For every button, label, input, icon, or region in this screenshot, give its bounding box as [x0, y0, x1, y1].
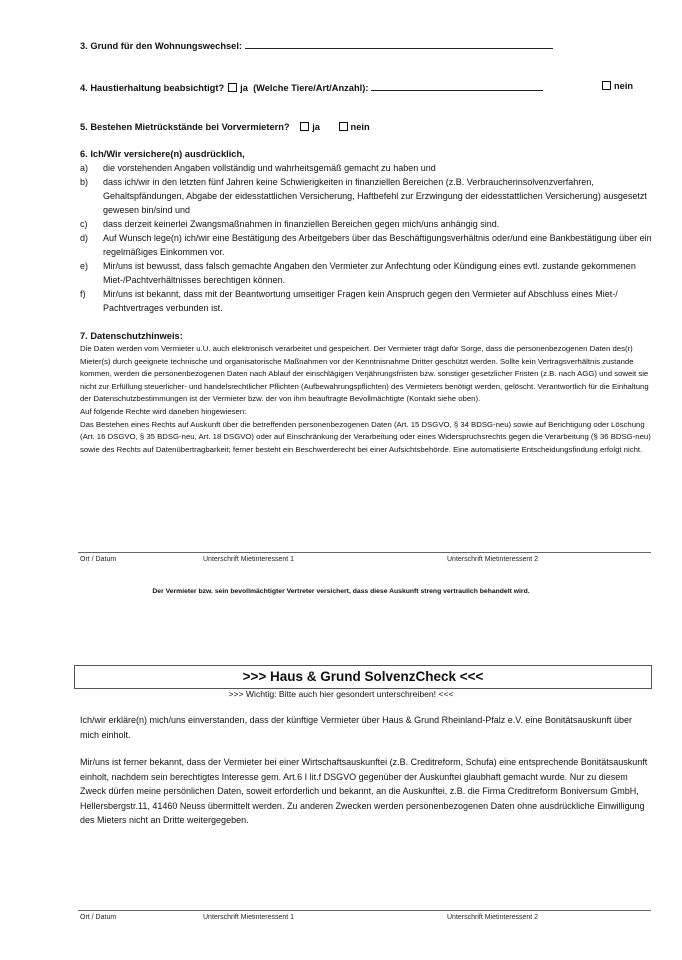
list-item — [80, 217, 652, 231]
pets-no-label: nein — [614, 81, 634, 91]
privacy-rights: Das Bestehen eines Rechts auf Auskunft über die betreffenden personenbezogenen Daten (Art. 15 DSGVO, § 34 BDSG-neu) sowie auf Berichtigung oder Löschung (Art. 16 DSGVO, § 35 BDSG-neu, Art. 18 DSGVO) oder auf Einschränkung der Verarbeitung oder eines Widerspruchsrechts gegen die Verarbeitung (§ 36 BDSG-neu) sowie des Rechts auf Datenübertragbarkeit; ferner besteht ein Beschwerderecht bei einer Aufsichtsbehörde. Eine automatisierte Entscheidungsfindung erfolgt nicht. — [80, 419, 651, 454]
declaration-section — [80, 148, 652, 315]
privacy-heading: 7. Datenschutzhinweis: — [80, 331, 183, 341]
question-4 — [80, 81, 543, 93]
solvenz-title: >>> Haus & Grund SolvenzCheck <<< — [74, 665, 652, 689]
signature-1-label-2: Unterschrift Mietinteressent 1 — [203, 914, 295, 921]
question-5 — [80, 122, 370, 132]
pets-detail-input[interactable] — [371, 81, 543, 91]
place-date-label: Ort / Datum — [80, 556, 117, 563]
pets-yes-checkbox[interactable] — [228, 83, 237, 92]
credit-info-paragraph: Mir/uns ist ferner bekannt, dass der Vermieter bei einer Wirtschaftsauskunftei (z.B. Creditreform, Schufa) eine entsprechende Bonitätsauskunft einholt, nachdem sein berechtigtes Interesse gem. Art.6 I lit.f DSGVO gegenüber der Auskunftei glaubhaft gemacht wurde. Nur zu diesem Zweck dürfen meine persönlichen Daten, soweit erforderlich und bekannt, an die Auskunftei, z.B. die Firma Creditreform Boniversum GmbH, Hellersbergstr.11, 41460 Neuss übermittelt werden. Zu anderen Zwecken werden personenbezogenen Daten ohne ausdrückliche Einwilligung des Mieters nicht an Dritte weitergegeben. — [80, 757, 648, 825]
place-date-label-2: Ort / Datum — [80, 914, 117, 921]
arrears-no-label: nein — [350, 122, 370, 132]
signature-1-label: Unterschrift Mietinteressent 1 — [203, 556, 295, 563]
privacy-paragraph: Die Daten werden vom Vermieter u.U. auch elektronisch verarbeitet und gespeichert. Der Vermieter trägt dafür Sorge, dass die personenbezogenen Daten des(r) Mieter(s) durch geeignete technische und organisatorische Maßnahmen vor der Kenntnisnahme Dritter geschützt werden. Sollte kein Vertragsverhältnis zustande kommen, werden die personenbezogenen Daten nach Ablauf der einschlägigen Verjährungsfristen bzw. sonstiger gesetzlicher Fristen (z.B. nach AGG) und soweit sie nicht zur Erfüllung steuerlicher- und handelsrechtlicher Pflichten (Aufbewahrungspflichten) des Vermieters benötigt werden, gelöscht. Verantwortlich für die Einhaltung der Datenschutzbestimmungen ist der Vermieter bzw. der von ihm beauftragte Bevollmächtigte (Kontakt siehe oben). — [80, 344, 649, 404]
list-item — [80, 287, 652, 315]
arrears-no-checkbox[interactable] — [339, 122, 348, 131]
pets-detail-label: (Welche Tiere/Art/Anzahl): — [253, 83, 369, 93]
question-3-label: 3. Grund für den Wohnungswechsel: — [80, 41, 243, 51]
list-marker: d) — [80, 233, 89, 243]
list-item — [80, 175, 652, 217]
list-text: Auf Wunsch lege(n) ich/wir eine Bestätigung des Arbeitgebers über das Beschäftigungsverhältnis oder/und eine Bankbestätigung über ein regelmäßiges Einkommen vor. — [103, 233, 652, 257]
confidential-note: Der Vermieter bzw. sein bevollmächtigter Vertreter versichert, dass diese Auskunft streng vertraulich behandelt wird. — [152, 588, 530, 595]
list-text: Mir/uns ist bekannt, dass mit der Beantwortung umseitiger Fragen kein Anspruch gegen den Vermieter auf Abschluss eines Miet-/ Pachtvertrages verbunden ist. — [103, 289, 618, 313]
pets-no-checkbox[interactable] — [602, 81, 611, 90]
list-marker: f) — [80, 289, 86, 299]
question-3 — [80, 39, 553, 51]
pets-no-option — [602, 81, 633, 91]
question-5-label: 5. Bestehen Mietrückstände bei Vorvermietern? — [80, 122, 290, 132]
privacy-section — [80, 330, 652, 456]
privacy-rights-intro: Auf folgende Rechte wird daneben hingewiesen: — [80, 406, 247, 416]
question-4-label: 4. Haustierhaltung beabsichtigt? — [80, 83, 225, 93]
list-marker: e) — [80, 261, 89, 271]
signature-2-label: Unterschrift Mietinteressent 2 — [447, 556, 539, 563]
list-item — [80, 161, 652, 175]
list-item — [80, 259, 652, 287]
arrears-yes-checkbox[interactable] — [300, 122, 309, 131]
consent-paragraph: Ich/wir erkläre(n) mich/uns einverstanden, dass der künftige Vermieter über Haus & Grund Rheinland-Pfalz e.V. eine Bonitätsauskunft über mich einholt. — [80, 715, 632, 740]
reason-input[interactable] — [245, 39, 553, 49]
pets-yes-label: ja — [240, 83, 248, 93]
solvenz-subtitle: >>> Wichtig: Bitte auch hier gesondert unterschreiben! <<< — [228, 689, 454, 699]
list-text: dass ich/wir in den letzten fünf Jahren keine Schwierigkeiten in finanziellen Bereichen (z.B. Verbraucherinsolvenzverfahren, Gehaltspfändungen, Abgabe der eidesstattlichen Versicherung, Haftbefehl zur Erzwingung der eidesstattlichen Versicherung) ausgesetzt gewesen bin/sind und — [103, 177, 647, 215]
list-marker: a) — [80, 163, 89, 173]
signature-line-2 — [78, 910, 651, 911]
list-text: Mir/uns ist bewusst, dass falsch gemachte Angaben den Vermieter zur Anfechtung oder Kündigung eines evtl. zustande gekommenen Miet-/Pachtverhältnisses berechtigen können. — [103, 261, 636, 285]
signature-2-label-2: Unterschrift Mietinteressent 2 — [447, 914, 539, 921]
list-marker: b) — [80, 177, 89, 187]
signature-line — [78, 552, 651, 553]
arrears-yes-label: ja — [312, 122, 320, 132]
list-marker: c) — [80, 219, 88, 229]
declaration-heading: 6. Ich/Wir versichere(n) ausdrücklich, — [80, 149, 245, 159]
list-text: die vorstehenden Angaben vollständig und wahrheitsgemäß gemacht zu haben und — [103, 163, 436, 173]
list-text: dass derzeit keinerlei Zwangsmaßnahmen in finanziellen Bereichen gegen mich/uns anhängig sind. — [103, 219, 500, 229]
list-item — [80, 231, 652, 259]
